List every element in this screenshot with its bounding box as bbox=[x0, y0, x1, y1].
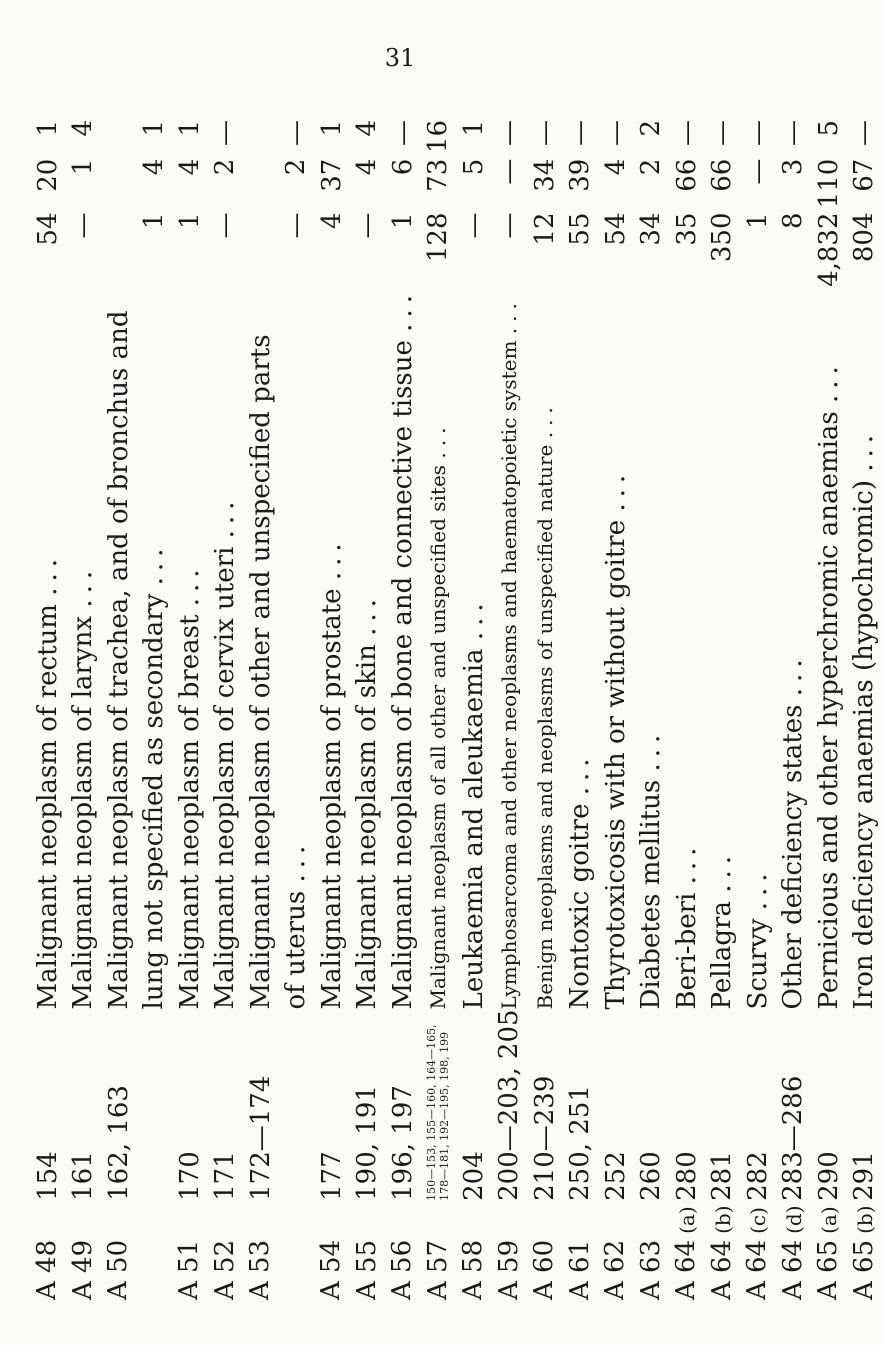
cause-text: Malignant neoplasm of larynx bbox=[68, 615, 98, 1010]
abbrev-suffix: (b) bbox=[710, 1205, 735, 1234]
page-number: 31 bbox=[384, 44, 416, 72]
count-col-3: 1 bbox=[139, 120, 169, 137]
abbrev-label: A 63 bbox=[635, 1239, 666, 1300]
count-col-1 bbox=[243, 212, 279, 289]
table-row bbox=[811, 120, 847, 1320]
table-body bbox=[30, 120, 882, 1320]
table-row bbox=[563, 120, 599, 1320]
count-col-3: — bbox=[387, 120, 418, 146]
count-col-3: 1 bbox=[32, 120, 63, 137]
count-col-3: — bbox=[494, 120, 524, 146]
rotated-table bbox=[30, 120, 879, 1320]
abbrev-cell bbox=[563, 1201, 599, 1320]
abbrev-cell bbox=[30, 1201, 66, 1320]
count-col-1: 54 bbox=[600, 212, 631, 246]
abbrev-cell bbox=[243, 1201, 279, 1320]
count-col-1 bbox=[101, 212, 137, 289]
count-col-3: 1 bbox=[174, 120, 205, 137]
count-col-2: — bbox=[742, 158, 773, 185]
cause-cell bbox=[563, 289, 599, 1009]
table-row bbox=[208, 120, 244, 1320]
cause-text: Malignant neoplasm of skin bbox=[352, 644, 382, 1010]
count-col-1: 1 bbox=[387, 212, 418, 230]
count-col-1: 350 bbox=[707, 212, 737, 263]
cause-text: Pellagra bbox=[707, 901, 737, 1010]
count-col-3: 4 bbox=[68, 120, 98, 137]
table-row bbox=[634, 120, 670, 1320]
cause-text: of uterus bbox=[281, 890, 311, 1010]
table-row bbox=[101, 120, 137, 1320]
abbrev-label: A 53 bbox=[245, 1239, 275, 1300]
cause-cell bbox=[456, 289, 492, 1009]
cause-text: Malignant neoplasm of rectum bbox=[32, 604, 63, 1010]
table-row bbox=[527, 120, 563, 1320]
cause-cell bbox=[669, 289, 705, 1009]
code-cell: 290 bbox=[813, 1151, 844, 1201]
count-col-3: 1 bbox=[316, 120, 347, 137]
abbrev-label: A 60 bbox=[529, 1239, 559, 1300]
leader-dots: ... bbox=[68, 564, 98, 608]
count-col-2: 2 bbox=[636, 158, 666, 176]
cause-text: Thyrotoxicosis with or without goitre bbox=[600, 519, 631, 1010]
abbrev-label: A 65 bbox=[813, 1239, 843, 1300]
table-row bbox=[137, 120, 173, 1320]
abbrev-label: A 59 bbox=[493, 1239, 524, 1300]
cause-cell bbox=[279, 289, 315, 1009]
code-cell: 200—203, 205 bbox=[494, 1009, 524, 1201]
table-row bbox=[669, 120, 705, 1320]
abbrev-label: A 50 bbox=[103, 1239, 133, 1300]
count-col-1: — bbox=[68, 212, 98, 239]
cause-cell bbox=[314, 289, 350, 1009]
count-col-2: 4 bbox=[174, 158, 205, 176]
count-col-2: 73 bbox=[423, 158, 453, 192]
leader-dots: ... bbox=[778, 653, 808, 697]
code-cell bbox=[137, 1009, 173, 1200]
leader-dots: ... bbox=[813, 360, 844, 403]
cause-text: Iron deficiency anaemias (hypochromic) bbox=[849, 480, 879, 1010]
count-col-1: 12 bbox=[529, 212, 560, 246]
count-col-1: 1 bbox=[742, 212, 773, 230]
code-cell: 154 bbox=[32, 1151, 63, 1201]
code-cell: 210—239 bbox=[529, 1075, 560, 1201]
cause-cell bbox=[527, 289, 563, 1009]
cause-cell bbox=[705, 289, 741, 1009]
count-col-3: — bbox=[671, 120, 702, 146]
table-row bbox=[350, 120, 386, 1320]
code-cell: 196, 197 bbox=[387, 1085, 418, 1201]
count-col-3: — bbox=[281, 120, 311, 146]
leader-dots: ... bbox=[139, 542, 169, 586]
count-col-2: 6 bbox=[387, 158, 418, 176]
table-row bbox=[66, 120, 102, 1320]
leader-dots: ... bbox=[426, 421, 450, 459]
abbrev-label: A 55 bbox=[351, 1239, 382, 1300]
count-col-2: 34 bbox=[529, 158, 560, 192]
count-col-1: — bbox=[494, 212, 524, 239]
leader-dots: ... bbox=[281, 839, 311, 883]
leader-dots: ... bbox=[849, 428, 879, 472]
count-col-2: 5 bbox=[458, 158, 489, 176]
cause-text: Malignant neoplasm of bone and connective tissue bbox=[387, 340, 418, 1010]
count-col-3: 5 bbox=[813, 120, 844, 137]
abbrev-cell bbox=[811, 1201, 847, 1320]
leader-dots: ... bbox=[174, 563, 205, 607]
abbrev-cell bbox=[101, 1201, 137, 1320]
code-cell: 250, 251 bbox=[565, 1085, 595, 1201]
code-cell: 283—286 bbox=[778, 1075, 808, 1201]
count-col-3: 2 bbox=[636, 120, 666, 137]
cause-text: Other deficiency states bbox=[778, 704, 808, 1010]
cause-text: Scurvy bbox=[742, 918, 773, 1010]
table-row bbox=[30, 120, 66, 1320]
leader-dots: ... bbox=[742, 867, 773, 911]
code-cell: 172—174 bbox=[245, 1075, 276, 1201]
count-col-2: 1 bbox=[68, 158, 98, 176]
abbrev-cell bbox=[66, 1201, 102, 1320]
cause-text: Benign neoplasms and neoplasms of unspecified nature bbox=[532, 444, 557, 1010]
cause-text: Beri-beri bbox=[671, 892, 702, 1010]
abbrev-label: A 49 bbox=[67, 1239, 98, 1300]
cause-cell bbox=[101, 289, 137, 1009]
count-col-2 bbox=[243, 159, 279, 213]
leader-dots: ... bbox=[210, 495, 240, 539]
cause-cell bbox=[385, 289, 421, 1009]
count-col-2: 20 bbox=[32, 158, 63, 192]
code-cell: 280 bbox=[671, 1151, 702, 1201]
count-col-2: 110 bbox=[813, 158, 844, 209]
cause-cell bbox=[421, 289, 457, 1009]
abbrev-cell bbox=[350, 1201, 386, 1320]
count-col-2: 2 bbox=[281, 158, 311, 176]
count-col-1: — bbox=[210, 212, 240, 239]
count-col-2: 67 bbox=[849, 158, 879, 192]
abbrev-cell bbox=[208, 1201, 244, 1320]
count-col-2: 66 bbox=[671, 158, 702, 192]
count-col-3: — bbox=[529, 120, 560, 146]
table-row bbox=[598, 120, 634, 1320]
table-row bbox=[492, 120, 528, 1320]
abbrev-suffix: (a) bbox=[817, 1206, 841, 1234]
abbrev-cell bbox=[740, 1201, 776, 1320]
table-row bbox=[776, 120, 812, 1320]
code-cell: 170 bbox=[174, 1151, 205, 1201]
abbrev-cell bbox=[847, 1201, 882, 1320]
code-cell: 171 bbox=[210, 1151, 240, 1201]
leader-dots: ... bbox=[671, 841, 702, 885]
leader-dots: ... bbox=[316, 537, 347, 581]
abbrev-label: A 65 bbox=[848, 1239, 879, 1300]
count-col-3: — bbox=[742, 120, 773, 146]
cause-text: Malignant neoplasm of trachea, and of bronchus and bbox=[103, 310, 134, 1010]
table-row bbox=[314, 120, 350, 1320]
cause-cell bbox=[172, 289, 208, 1009]
count-col-2: — bbox=[494, 158, 524, 185]
abbrev-label: A 57 bbox=[422, 1239, 453, 1300]
abbrev-cell bbox=[172, 1201, 208, 1320]
count-col-1: 804 bbox=[849, 212, 879, 263]
cause-cell bbox=[137, 289, 173, 1009]
count-col-2: 37 bbox=[316, 158, 347, 192]
statistics-table bbox=[30, 120, 882, 1320]
code-cell: 281 bbox=[707, 1151, 737, 1201]
cause-text: Nontoxic goitre bbox=[565, 803, 595, 1010]
count-col-1: — bbox=[352, 212, 382, 239]
abbrev-cell bbox=[634, 1201, 670, 1320]
count-col-1: 34 bbox=[636, 212, 666, 246]
code-cell: 161 bbox=[68, 1151, 98, 1201]
cause-text: Diabetes mellitus bbox=[636, 779, 666, 1010]
code-cell: 291 bbox=[849, 1151, 879, 1201]
abbrev-suffix: (a) bbox=[675, 1206, 699, 1234]
cause-cell bbox=[492, 289, 528, 1009]
cause-text: Malignant neoplasm of breast bbox=[174, 614, 205, 1010]
count-col-1: — bbox=[281, 212, 311, 239]
table-row bbox=[847, 120, 882, 1320]
abbrev-cell bbox=[137, 1201, 173, 1320]
count-col-2: 39 bbox=[565, 158, 595, 192]
count-col-3: 16 bbox=[423, 120, 453, 154]
abbrev-label: A 64 bbox=[742, 1239, 772, 1300]
leader-dots: ... bbox=[636, 728, 666, 772]
code-cell: 150—153, 155—160, 164—165, 178—181, 192—195, 198, 199 bbox=[425, 1024, 452, 1201]
code-cell: 252 bbox=[600, 1151, 631, 1201]
count-col-1: 4 bbox=[316, 212, 347, 230]
table-row bbox=[705, 120, 741, 1320]
leader-dots: ... bbox=[600, 468, 631, 512]
count-col-3: — bbox=[600, 120, 631, 146]
cause-text: Lymphosarcoma and other neoplasms and haematopoietic system bbox=[497, 340, 521, 1010]
code-cell bbox=[279, 1009, 315, 1200]
abbrev-suffix: (d) bbox=[781, 1205, 806, 1234]
count-col-3: — bbox=[849, 120, 879, 146]
cause-cell bbox=[598, 289, 634, 1009]
code-cell: 204 bbox=[458, 1151, 489, 1201]
abbrev-cell bbox=[385, 1201, 421, 1320]
abbrev-label: A 54 bbox=[316, 1239, 346, 1300]
table-row bbox=[385, 120, 421, 1320]
count-col-1: — bbox=[458, 212, 489, 239]
abbrev-cell bbox=[279, 1201, 315, 1320]
cause-text: Malignant neoplasm of prostate bbox=[316, 588, 347, 1010]
count-col-3 bbox=[243, 120, 279, 159]
abbrev-label: A 64 bbox=[706, 1239, 737, 1300]
cause-text: lung not specified as secondary bbox=[139, 593, 169, 1010]
leader-dots: ... bbox=[32, 553, 63, 596]
leader-dots: ... bbox=[458, 597, 489, 641]
abbrev-cell bbox=[776, 1201, 812, 1320]
abbrev-label: A 64 bbox=[671, 1239, 701, 1300]
cause-cell bbox=[634, 289, 670, 1009]
cause-text: Malignant neoplasm of cervix uteri bbox=[210, 546, 240, 1010]
count-col-2 bbox=[101, 159, 137, 213]
count-col-2: 2 bbox=[210, 158, 240, 176]
table-row bbox=[243, 120, 279, 1320]
cause-cell bbox=[30, 289, 66, 1009]
abbrev-cell bbox=[598, 1201, 634, 1320]
cause-cell bbox=[740, 289, 776, 1009]
cause-cell bbox=[66, 289, 102, 1009]
count-col-1: 128 bbox=[423, 212, 453, 263]
leader-dots: ... bbox=[352, 593, 382, 636]
cause-text: Leukaemia and aleukaemia bbox=[458, 648, 489, 1010]
code-cell: 162, 163 bbox=[103, 1085, 134, 1201]
cause-cell bbox=[243, 289, 279, 1009]
leader-dots: ... bbox=[387, 289, 418, 332]
cause-cell bbox=[811, 289, 847, 1009]
abbrev-label: A 48 bbox=[32, 1239, 62, 1300]
abbrev-cell bbox=[669, 1201, 705, 1320]
abbrev-cell bbox=[527, 1201, 563, 1320]
count-col-3: — bbox=[707, 120, 737, 146]
code-cell: 190, 191 bbox=[352, 1085, 382, 1201]
count-col-1: 55 bbox=[565, 212, 595, 246]
abbrev-label: A 58 bbox=[458, 1239, 488, 1300]
abbrev-cell bbox=[314, 1201, 350, 1320]
table-row bbox=[456, 120, 492, 1320]
count-col-3: — bbox=[210, 120, 240, 146]
count-col-1: 1 bbox=[139, 212, 169, 230]
count-col-3: 4 bbox=[352, 120, 382, 137]
abbrev-cell bbox=[705, 1201, 741, 1320]
count-col-2: 4 bbox=[352, 158, 382, 176]
count-col-2: 66 bbox=[707, 158, 737, 192]
abbrev-label: A 52 bbox=[209, 1239, 240, 1300]
cause-cell bbox=[847, 289, 882, 1009]
count-col-1: 4,832 bbox=[813, 212, 844, 287]
table-row bbox=[279, 120, 315, 1320]
count-col-1: 35 bbox=[671, 212, 702, 246]
abbrev-label: A 61 bbox=[564, 1239, 595, 1300]
table-row bbox=[740, 120, 776, 1320]
abbrev-suffix: (c) bbox=[746, 1207, 770, 1234]
cause-cell bbox=[350, 289, 386, 1009]
abbrev-cell bbox=[456, 1201, 492, 1320]
abbrev-label: A 56 bbox=[387, 1239, 417, 1300]
abbrev-suffix: (b) bbox=[852, 1205, 877, 1234]
count-col-2: 3 bbox=[778, 158, 808, 176]
leader-dots: ... bbox=[707, 849, 737, 893]
abbrev-cell bbox=[492, 1201, 528, 1320]
count-col-3: 1 bbox=[458, 120, 489, 137]
count-col-3: — bbox=[565, 120, 595, 146]
leader-dots: ... bbox=[565, 752, 595, 796]
leader-dots: ... bbox=[532, 401, 557, 439]
count-col-2: 4 bbox=[139, 158, 169, 176]
abbrev-cell bbox=[421, 1201, 457, 1320]
code-cell: 282 bbox=[742, 1151, 773, 1201]
count-col-3 bbox=[101, 120, 137, 159]
cause-cell bbox=[208, 289, 244, 1009]
leader-dots: ... bbox=[497, 297, 521, 335]
code-cell: 177 bbox=[316, 1151, 347, 1201]
abbrev-label: A 51 bbox=[174, 1239, 204, 1300]
count-col-1: 54 bbox=[32, 212, 63, 246]
abbrev-label: A 62 bbox=[600, 1239, 630, 1300]
cause-text: Pernicious and other hyperchromic anaemias bbox=[813, 411, 844, 1010]
count-col-3: — bbox=[778, 120, 808, 146]
abbrev-label: A 64 bbox=[777, 1239, 808, 1300]
count-col-2: 4 bbox=[600, 158, 631, 176]
count-col-1: 8 bbox=[778, 212, 808, 230]
cause-cell bbox=[776, 289, 812, 1009]
count-col-1: 1 bbox=[174, 212, 205, 230]
cause-text: Malignant neoplasm of other and unspecified parts bbox=[245, 334, 276, 1010]
cause-text: Malignant neoplasm of all other and unspecified sites bbox=[426, 464, 450, 1010]
table-row bbox=[421, 120, 457, 1320]
table-row bbox=[172, 120, 208, 1320]
code-cell: 260 bbox=[636, 1151, 666, 1201]
